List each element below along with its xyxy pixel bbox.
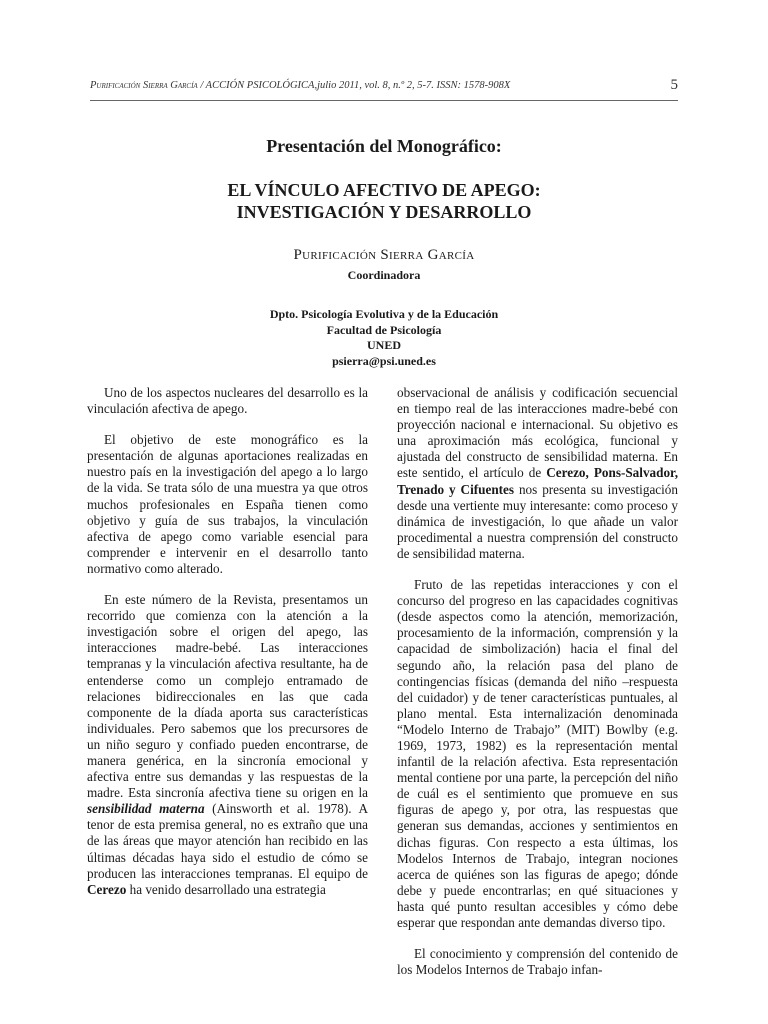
paragraph-4: Fruto de las repetidas interacciones y con el concurso del progreso en las capacidades cognitivas (desde aspectos como la atención, memorización, procesamiento de la información, comprensión y la capacidad de simbolización) hacia el final del segundo año, la relación pasa del plano de contingencias físicas (demanda del niño –respuesta del cuidador) y de tener características puntuales, al plano mental. Esta internalización denominada “Modelo Interno de Trabajo” (MIT) Bowlby (e.g. 1969, 1973, 1982) es la representación mental infantil de la relación afectiva. Esta representación mental contiene por una parte, la percepción del niño de cuál es el sentimiento que promueve en sus figuras de apego y, por otra, las respuestas que generan sus demandas, acciones y sentimientos en dichas figuras. Con respecto a esta últimas, los Modelos Internos de Trabajo, integran nociones acerca de quiénes son las figuras de apego; dónde debe y puede encontrarlas; en qué situaciones y hasta qué punto resultan accesibles y cómo debe esperar que respondan ante demandas diverso tipo. — [397, 577, 678, 930]
paragraph-text: (Ainsworth et al. 1978). A tenor de esta premisa general, no es extraño que una de las áreas que mayor atención han recibido en las últimas décadas haya sido el estudio de cómo se producen las interacciones tempranas. El equipo de — [87, 801, 368, 881]
title-block — [90, 136, 678, 369]
affiliation-email: psierra@psi.uned.es — [332, 353, 436, 368]
affiliation-university: UNED — [366, 338, 401, 352]
paragraph-text: En este número de la Revista, presentamos un recorrido que comienza con la atención a la investigación sobre el origen del apego, las interacciones madre-bebé. Las interacciones tempranas y la vinculación afectiva resultante, ha de entenderse como un complejo entramado de relaciones bidireccionales en las que cada componente de la díada aporta sus características individuales. Pero sabemos que los precursores de un niño seguro y confiado pueden encontrarse, de manera genérica, en la sincronía emocional y afectiva entre sus demandas y las respuestas de la madre. Esta sincronía afectiva tiene su origen en la — [87, 592, 368, 801]
paragraph-5: El conocimiento y comprensión del contenido de los Modelos Internos de Trabajo infan- — [397, 946, 678, 978]
presentation-title: Presentación del Monográfico: — [266, 136, 502, 156]
body-column-left — [87, 385, 368, 913]
affiliation — [90, 307, 678, 369]
main-title — [90, 179, 678, 223]
paragraph-3-continued — [397, 385, 678, 562]
main-title-line-1: EL VÍNCULO AFECTIVO DE APEGO: — [227, 180, 541, 200]
author-role: Coordinadora — [347, 268, 421, 282]
paragraph-text: observacional de análisis y codificación secuencial en tiempo real de las interacciones madre-bebé con proyección nacional e internacional. Su objetivo es una aproximación más ecológica, funcional y ajustada del constructo de sensibilidad materna. En este sentido, el artículo de — [397, 385, 678, 481]
body-column-right — [397, 385, 678, 993]
header-rule — [90, 100, 678, 101]
paragraph-2: El objetivo de este monográfico es la presentación de algunas aportaciones realizadas en nuestro país en la investigación del apego a lo largo de la vida. Se trata sólo de una muestra ya que otros muchos profesionales en España tienen como objetivo y guía de sus trabajos, la vinculación afectiva de apego como variable esencial para comprender e intervenir en el desarrollo tanto normativo como alterado. — [87, 432, 368, 576]
running-head — [90, 80, 510, 91]
running-head-author: Purificación Sierra García — [90, 80, 198, 91]
affiliation-dept: Dpto. Psicología Evolutiva y de la Educación — [269, 307, 499, 321]
emphasis-text: sensibilidad materna — [87, 801, 205, 817]
paragraph-text: ha venido desarrollado una estrategia — [126, 881, 326, 897]
paragraph-1: Uno de los aspectos nucleares del desarrollo es la vinculación afectiva de apego. — [87, 385, 368, 417]
main-title-line-2: INVESTIGACIÓN Y DESARROLLO — [236, 202, 532, 222]
emphasis-text: Cerezo — [87, 881, 127, 897]
paragraph-text: nos presenta su investigación desde una vertiente muy interesante: como proceso y dinámica de investigación, lo que añade un valor procedimental a nuestra comprensión del constructo de sensibilidad materna. — [397, 481, 678, 561]
author-name: Purificación Sierra García — [293, 247, 475, 263]
page-number: 5 — [670, 77, 678, 93]
emphasis-text: Cerezo, Pons-Salvador, Trenado y Cifuentes — [397, 465, 678, 497]
running-head-journal: / ACCIÓN PSICOLÓGICA,julio 2011, vol. 8, n.º 2, 5-7. ISSN: 1578-908X — [197, 80, 511, 91]
paragraph-3 — [87, 592, 368, 898]
affiliation-faculty: Facultad de Psicología — [326, 322, 442, 337]
